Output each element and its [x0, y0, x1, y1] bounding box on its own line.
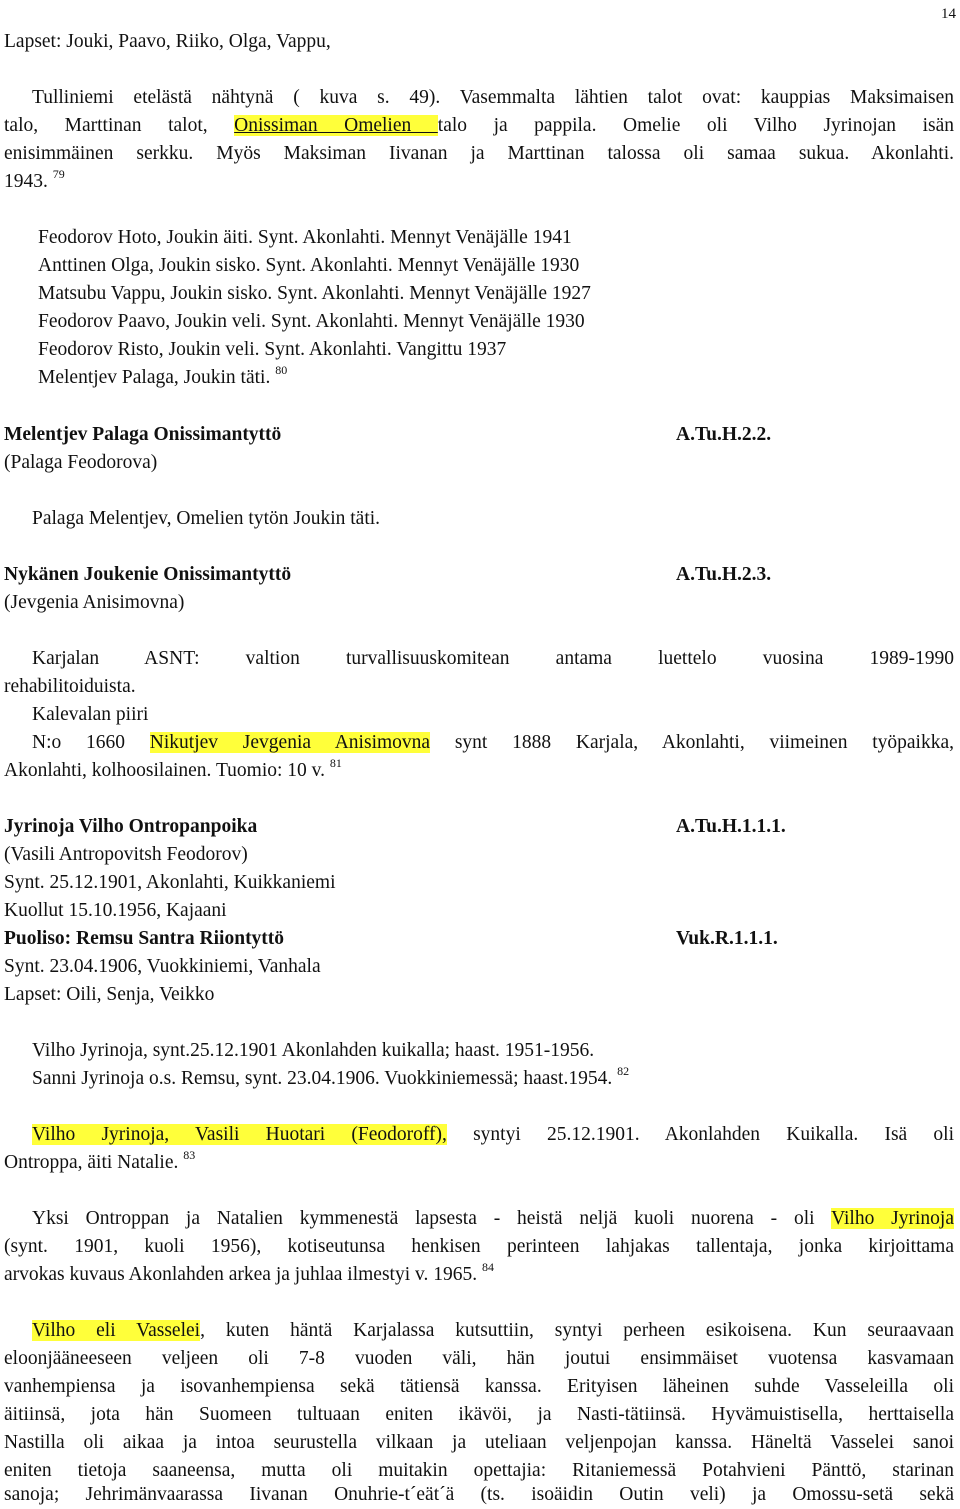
highlight-onissiman-omelien: Onissiman Omelien [234, 115, 438, 136]
person-heading-vilho: Jyrinoja Vilho Ontropanpoika [4, 816, 258, 837]
person-alt-name: (Vasili Antropovitsh Feodorov) [4, 844, 248, 865]
birth-paragraph-line-1: Vilho Jyrinoja, Vasili Huotari (Feodoroff), syntyi 25.12.1901. Akonlahden Kuikalla. Isä oli [32, 1124, 954, 1145]
photo-caption-line-3: enisimmäinen serkku. Myös Maksiman Iivanan ja Marttinan talossa oli samaa sukua. Akonlahti. [4, 143, 954, 164]
asnt-record-line-1: N:o 1660 Nikutjev Jevgenia Anisimovna synt 1888 Karjala, Akonlahti, viimeinen työpaikka, [32, 732, 954, 753]
family-line: Matsubu Vappu, Joukin sisko. Synt. Akonlahti. Mennyt Venäjälle 1927 [38, 283, 591, 304]
vasselei-paragraph-line-5: Nastilla oli aikaa ja intoa seurustella vilkaan ja uteliaan veljenpojan kanssa. Häneltä Vasselei sanoi [4, 1432, 954, 1453]
family-line: Feodorov Risto, Joukin veli. Synt. Akonlahti. Vangittu 1937 [38, 339, 507, 360]
highlight-vilho-vasselei: Vilho eli Vasselei [32, 1320, 201, 1341]
person-died: Kuollut 15.10.1956, Kajaani [4, 900, 227, 921]
spouse-born: Synt. 23.04.1906, Vuokkiniemi, Vanhala [4, 956, 321, 977]
family-line: Anttinen Olga, Joukin sisko. Synt. Akonlahti. Mennyt Venäjälle 1930 [38, 255, 580, 276]
vasselei-paragraph-line-2: eloonjääneeseen veljeen oli 7-8 vuoden väli, hän joutui ensimmäiset vuotensa kasvamaan [4, 1348, 954, 1369]
asnt-line-1: Karjalan ASNT: valtion turvallisuuskomitean antama luettelo vuosina 1989-1990 [32, 648, 954, 669]
photo-caption-line-2: talo, Marttinan talot, Onissiman Omelien talo ja pappila. Omelie oli Vilho Jyrinojan isän [4, 115, 954, 136]
birth-paragraph-line-2: Ontroppa, äiti Natalie. $^{83}$ [4, 1148, 196, 1173]
person-code: A.Tu.H.2.3. [676, 564, 772, 585]
bio-paragraph-line-1: Yksi Ontroppan ja Natalien kymmenestä lapsesta - heistä neljä kuoli nuorena - oli Vilho Jyrinoja [32, 1208, 954, 1229]
footnote-ref: 80 [275, 363, 288, 377]
footnote-ref: 81 [329, 756, 342, 770]
family-line: Feodorov Hoto, Joukin äiti. Synt. Akonlahti. Mennyt Venäjälle 1941 [38, 227, 572, 248]
asnt-district: Kalevalan piiri [32, 704, 149, 725]
asnt-record-line-2: Akonlahti, kolhoosilainen. Tuomio: 10 v. $^{81}$ [4, 756, 342, 781]
page-number: 14 [941, 6, 956, 22]
highlight-nikutjev: Nikutjev Jevgenia Anisimovna [149, 732, 431, 753]
vasselei-paragraph-line-3: vanhempiensa ja isovanhempiensa sekä tätiensä kanssa. Erityisen läheinen suhde Vasseleilla oli [4, 1376, 954, 1397]
family-line: Melentjev Palaga, Joukin täti. $^{80}$ [38, 363, 288, 388]
vasselei-paragraph-line-6: eniten tietoja saaneensa, mutta oli muitakin opettajia: Ritaniemessä Potahvieni Pänttö, starinan [4, 1460, 954, 1481]
highlight-vilho-vasili: Vilho Jyrinoja, Vasili Huotari (Feodoroff), [32, 1124, 447, 1145]
palaga-note: Palaga Melentjev, Omelien tytön Joukin täti. [32, 508, 381, 529]
person-alt-name: (Palaga Feodorova) [4, 452, 158, 473]
person-born: Synt. 25.12.1901, Akonlahti, Kuikkaniemi [4, 872, 336, 893]
vasselei-paragraph-line-4: äitiinsä, jota hän Suomeen tultuaan eniten ikävöi, ja Nasti-tätiinsä. Hyvämuistisella, herttaisella [4, 1404, 954, 1425]
footnote-ref: 83 [183, 1148, 196, 1162]
vilho-note-line-2: Sanni Jyrinoja o.s. Remsu, synt. 23.04.1906. Vuokkiniemessä; haast.1954. $^{82}$ [32, 1064, 630, 1089]
bio-paragraph-line-3: arvokas kuvaus Akonlahden arkea ja juhlaa ilmestyi v. 1965. $^{84}$ [4, 1260, 494, 1285]
footnote-ref: 84 [482, 1260, 494, 1274]
vasselei-paragraph-line-7: sanoja; Jehrimänvaarassa Iivanan Onuhrie-t´eät´ä (ts. isoäidin Outin veli) ja Omossu-setä sekä [4, 1484, 954, 1505]
person-code: A.Tu.H.2.2. [676, 424, 772, 445]
highlight-vilho-jyrinoja: Vilho Jyrinoja [831, 1208, 954, 1229]
asnt-line-2: rehabilitoiduista. [4, 676, 136, 697]
person-heading-palaga: Melentjev Palaga Onissimantyttö [4, 424, 282, 445]
person-heading-joukenie: Nykänen Joukenie Onissimantyttö [4, 564, 292, 585]
spouse-code: Vuk.R.1.1.1. [676, 928, 778, 949]
footnote-ref: 82 [617, 1064, 630, 1078]
person-alt-name: (Jevgenia Anisimovna) [4, 592, 185, 613]
children-line: Lapset: Jouki, Paavo, Riiko, Olga, Vappu, [4, 31, 331, 52]
vasselei-paragraph-line-1: Vilho eli Vasselei, kuten häntä Karjalassa kutsuttiin, syntyi perheen esikoisena. Kun seuraavaan [32, 1320, 954, 1341]
bio-paragraph-line-2: (synt. 1901, kuoli 1956), kotiseutunsa henkisen perinteen lahjakas tallentaja, jonka kirjoittama [4, 1236, 954, 1257]
family-line: Feodorov Paavo, Joukin veli. Synt. Akonlahti. Mennyt Venäjälle 1930 [38, 311, 585, 332]
photo-caption-line-4: 1943. $^{79}$ [4, 167, 65, 192]
spouse-heading: Puoliso: Remsu Santra Riiontyttö [4, 928, 285, 949]
person-code: A.Tu.H.1.1.1. [676, 816, 786, 837]
footnote-ref: 79 [52, 167, 65, 181]
vilho-note-line-1: Vilho Jyrinoja, synt.25.12.1901 Akonlahden kuikalla; haast. 1951-1956. [32, 1040, 595, 1061]
children-list: Lapset: Oili, Senja, Veikko [4, 984, 215, 1005]
photo-caption-line-1: Tulliniemi etelästä nähtynä ( kuva s. 49). Vasemmalta lähtien talot ovat: kauppias Maksimaisen [32, 87, 954, 108]
